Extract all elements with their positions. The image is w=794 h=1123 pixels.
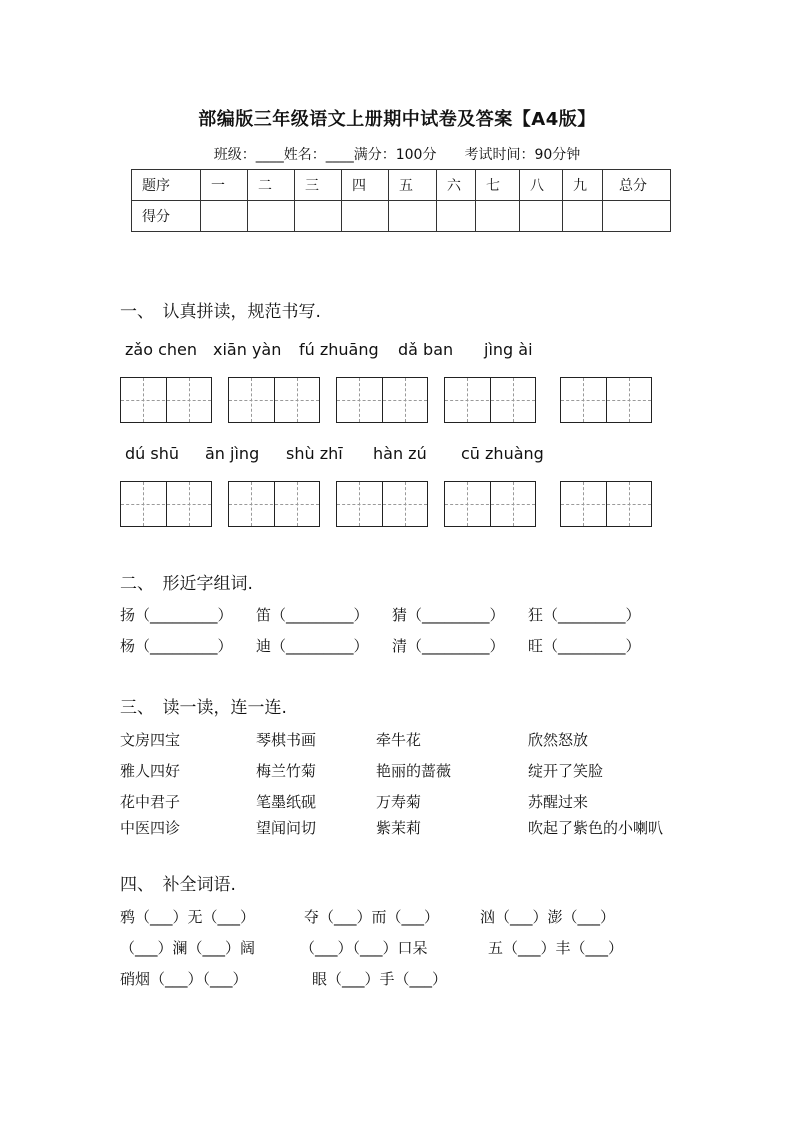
score-input-cell[interactable] <box>437 201 476 232</box>
pinyin-word: cū zhuàng <box>461 444 544 463</box>
score-header-cell: 六 <box>437 170 476 201</box>
score-header-cell: 三 <box>295 170 342 201</box>
section2-heading: 二、 形近字组词. <box>120 574 253 594</box>
score-table <box>131 169 671 232</box>
word-blank[interactable]: 猜（_________） <box>392 606 505 624</box>
match-item[interactable]: 牵牛花 <box>376 731 422 749</box>
word-blank[interactable]: 扬（_________） <box>120 606 233 624</box>
writing-grid[interactable] <box>120 377 212 423</box>
score-input-cell[interactable] <box>603 201 671 232</box>
match-item[interactable]: 望闻问切 <box>256 819 317 837</box>
writing-grid[interactable] <box>336 377 428 423</box>
writing-grid[interactable] <box>336 481 428 527</box>
idiom-blank[interactable]: 鸦（___）无（___） <box>120 908 256 926</box>
score-input-cell[interactable] <box>563 201 603 232</box>
idiom-blank[interactable]: （___）（___）口呆 <box>300 939 428 957</box>
score-header-cell: 五 <box>389 170 437 201</box>
score-input-cell[interactable] <box>248 201 295 232</box>
writing-grid[interactable] <box>444 377 536 423</box>
idiom-blank[interactable]: 汹（___）澎（___） <box>480 908 616 926</box>
score-input-cell[interactable] <box>476 201 520 232</box>
score-table-score-row <box>132 201 671 232</box>
score-input-cell[interactable] <box>520 201 563 232</box>
match-item[interactable]: 花中君子 <box>120 793 181 811</box>
writing-grid-row <box>0 377 794 423</box>
match-item[interactable]: 琴棋书画 <box>256 731 317 749</box>
pinyin-word: ān jìng <box>205 444 260 463</box>
score-header-cell: 四 <box>342 170 389 201</box>
score-header-cell: 九 <box>563 170 603 201</box>
match-item[interactable]: 文房四宝 <box>120 731 181 749</box>
word-blank[interactable]: 杨（_________） <box>120 637 233 655</box>
score-header-cell: 八 <box>520 170 563 201</box>
score-row-label: 得分 <box>132 201 201 232</box>
writing-grid[interactable] <box>444 481 536 527</box>
match-item[interactable]: 艳丽的蔷薇 <box>376 762 452 780</box>
section4-heading: 四、 补全词语. <box>120 875 236 895</box>
pinyin-word: dǎ ban <box>398 340 454 359</box>
score-table-header-row <box>132 170 671 201</box>
score-input-cell[interactable] <box>201 201 248 232</box>
pinyin-word: dú shū <box>125 444 179 463</box>
word-blank[interactable]: 狂（_________） <box>528 606 641 624</box>
pinyin-word: zǎo chen <box>125 340 197 359</box>
writing-grid[interactable] <box>228 377 320 423</box>
match-item[interactable]: 中医四诊 <box>120 819 181 837</box>
pinyin-word: fú zhuāng <box>299 340 379 359</box>
match-item[interactable]: 紫茉莉 <box>376 819 422 837</box>
pinyin-word: xiān yàn <box>213 340 282 359</box>
score-header-cell: 七 <box>476 170 520 201</box>
score-header-cell: 总分 <box>603 170 671 201</box>
score-header-cell: 二 <box>248 170 295 201</box>
word-blank[interactable]: 笛（_________） <box>256 606 369 624</box>
writing-grid[interactable] <box>120 481 212 527</box>
match-item[interactable]: 笔墨纸砚 <box>256 793 317 811</box>
idiom-blank[interactable]: 夺（___）而（___） <box>304 908 440 926</box>
page-title: 部编版三年级语文上册期中试卷及答案【A4版】 <box>198 109 596 130</box>
match-item[interactable]: 梅兰竹菊 <box>256 762 317 780</box>
pinyin-word: jìng ài <box>484 340 533 359</box>
match-item[interactable]: 苏醒过来 <box>528 793 589 811</box>
score-header-cell: 题序 <box>132 170 201 201</box>
word-blank[interactable]: 清（_________） <box>392 637 505 655</box>
pinyin-word: hàn zú <box>373 444 427 463</box>
score-input-cell[interactable] <box>389 201 437 232</box>
match-item[interactable]: 欣然怒放 <box>528 731 589 749</box>
match-item[interactable]: 万寿菊 <box>376 793 422 811</box>
idiom-blank[interactable]: 眼（___）手（___） <box>312 970 448 988</box>
word-blank[interactable]: 迪（_________） <box>256 637 369 655</box>
writing-grid[interactable] <box>560 377 652 423</box>
score-input-cell[interactable] <box>295 201 342 232</box>
idiom-blank[interactable]: 五（___）丰（___） <box>488 939 624 957</box>
pinyin-word: shù zhī <box>286 444 343 463</box>
section1-heading: 一、 认真拼读，规范书写. <box>120 302 321 322</box>
score-input-cell[interactable] <box>342 201 389 232</box>
writing-grid[interactable] <box>228 481 320 527</box>
word-blank[interactable]: 旺（_________） <box>528 637 641 655</box>
section3-heading: 三、 读一读，连一连. <box>120 698 287 718</box>
idiom-blank[interactable]: （___）澜（___）阔 <box>120 939 256 957</box>
writing-grid[interactable] <box>560 481 652 527</box>
idiom-blank[interactable]: 硝烟（___）（___） <box>120 970 248 988</box>
match-item[interactable]: 雅人四好 <box>120 762 181 780</box>
score-header-cell: 一 <box>201 170 248 201</box>
match-item[interactable]: 吹起了紫色的小喇叭 <box>528 819 664 837</box>
match-item[interactable]: 绽开了笑脸 <box>528 762 604 780</box>
exam-info-line: 班级：____姓名：____满分：100分 考试时间：90分钟 <box>213 147 581 163</box>
writing-grid-row <box>0 481 794 527</box>
